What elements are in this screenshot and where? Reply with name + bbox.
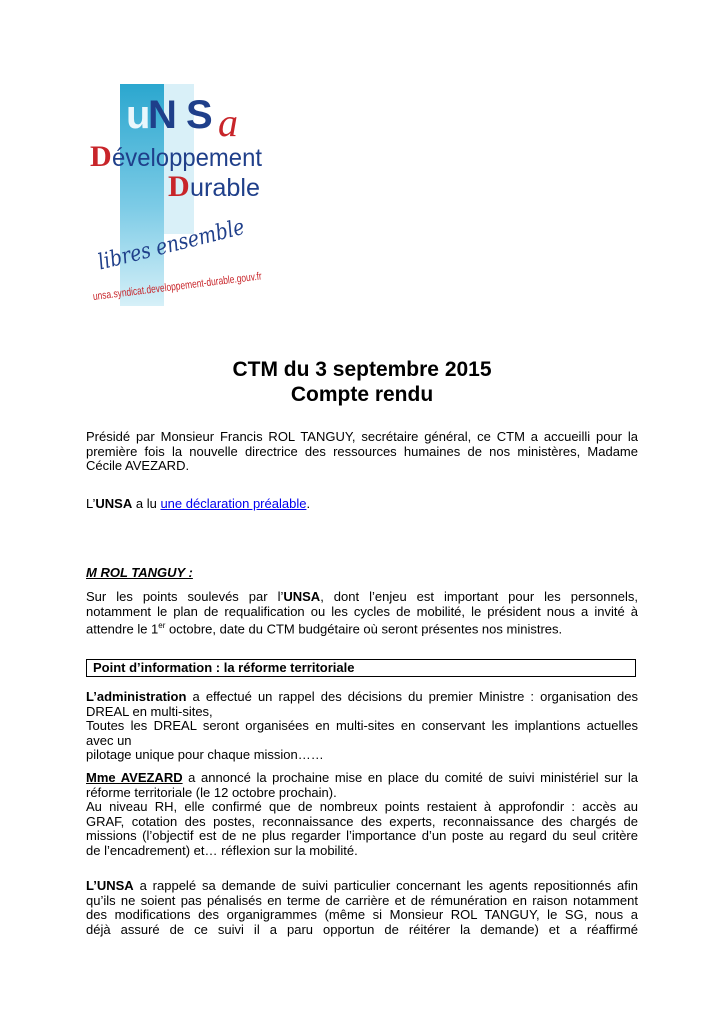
text-line: Au niveau RH, elle confirmé que de nombreux points restaient à approfondir : accès au [86, 799, 638, 814]
text: Sur les points soulevés par l’ [86, 589, 284, 604]
text-line [86, 690, 638, 705]
text-line: Cécile AVEZARD. [86, 458, 190, 473]
document-title: CTM du 3 septembre 2015 [232, 358, 492, 381]
logo-letter-s: S [186, 93, 213, 137]
declaration-link[interactable]: une déclaration préalable [160, 496, 307, 511]
text-line: déjà assuré de ce suivi il a paru opportun de réitérer la demande) et a réaffirmé [86, 921, 638, 937]
logo-word-developpement: éveloppement [112, 144, 263, 172]
bold-lead: Mme AVEZARD [86, 770, 183, 785]
text: a annoncé la prochaine mise en place du comité de suivi ministériel sur la [182, 770, 638, 785]
logo-tagline: libres ensemble [95, 208, 273, 276]
avezard-paragraph [86, 771, 638, 858]
text-line [86, 619, 638, 637]
logo-letter-u: u [126, 93, 151, 137]
text: octobre, date du CTM budgétaire où seront présentes nos ministres. [165, 621, 563, 637]
text: a lu [132, 496, 161, 511]
text-line: GRAF, cotation des postes, reconnaissance des experts, reconnaissance des chargés de [86, 813, 638, 829]
text-line: des modifications des organigrammes (même si Monsieur ROL TANGUY, le SG, nous a [86, 907, 638, 922]
section-heading-rol-tanguy: M ROL TANGUY : [86, 565, 193, 580]
text-line: de l’encadrement) et… réflexion sur la mobilité. [86, 842, 358, 858]
text: a rappelé sa demande de suivi particulier concernant les agents repositionnés afin [133, 878, 638, 893]
text-line: DREAL en multi-sites, [86, 703, 213, 719]
text-line: qu’ils ne soient pas pénalisés en terme de carrière et de rémunération en raison notamment [86, 892, 638, 908]
logo-url: unsa.syndicat.developpement-durable.gouv.fr [92, 264, 314, 304]
unsa-paragraph [86, 879, 638, 937]
text: , dont l’enjeu est important pour les personnels, [320, 589, 638, 604]
text-line: notamment le plan de requalification ou les cycles de mobilité, le président nous a invité à [86, 603, 638, 619]
text-line [86, 590, 638, 605]
logo-d1: D [90, 140, 112, 173]
text-line: réforme territoriale (le 12 octobre prochain). [86, 784, 337, 800]
superscript: er [158, 621, 166, 630]
text: a effectué un rappel des décisions du premier Ministre : organisation des [186, 689, 638, 704]
logo-word-durable: urable [190, 174, 260, 202]
text-line [86, 879, 638, 894]
text-line: première fois la nouvelle directrice des ressources humaines de nos ministères, Madame [86, 443, 638, 459]
logo-letter-a: a [218, 100, 238, 145]
bold-lead: L’UNSA [86, 878, 134, 893]
logo-letter-n: N [148, 93, 177, 137]
text: . [306, 496, 311, 511]
logo-d2: D [168, 170, 190, 203]
text-line: Toutes les DREAL seront organisées en multi-sites en conservant les implantions actuelles [86, 718, 638, 733]
rol-paragraph [86, 590, 638, 637]
unsa-logo-graphic [90, 84, 314, 306]
text: L’ [86, 496, 96, 511]
intro-paragraph [86, 430, 638, 474]
text-line [86, 771, 638, 786]
text-line: pilotage unique pour chaque mission…… [86, 747, 324, 762]
text-line: avec un [86, 732, 132, 748]
text-line: Présidé par Monsieur Francis ROL TANGUY, secrétaire général, ce CTM a accueilli pour la [86, 429, 638, 444]
text-line: missions (l’objectif est de ne plus regarder l’importance d’un poste au regard du seul critère [86, 828, 638, 843]
unsa-name: UNSA [283, 589, 321, 604]
administration-paragraph [86, 690, 638, 763]
unsa-logo [90, 84, 314, 306]
section-box-reforme-territoriale: Point d’information : la réforme territoriale [86, 659, 636, 677]
document-subtitle: Compte rendu [290, 383, 434, 406]
unsa-name: UNSA [95, 496, 133, 511]
text: attendre le 1 [86, 621, 159, 637]
bold-lead: L’administration [86, 689, 187, 704]
declaration-paragraph [86, 497, 638, 512]
